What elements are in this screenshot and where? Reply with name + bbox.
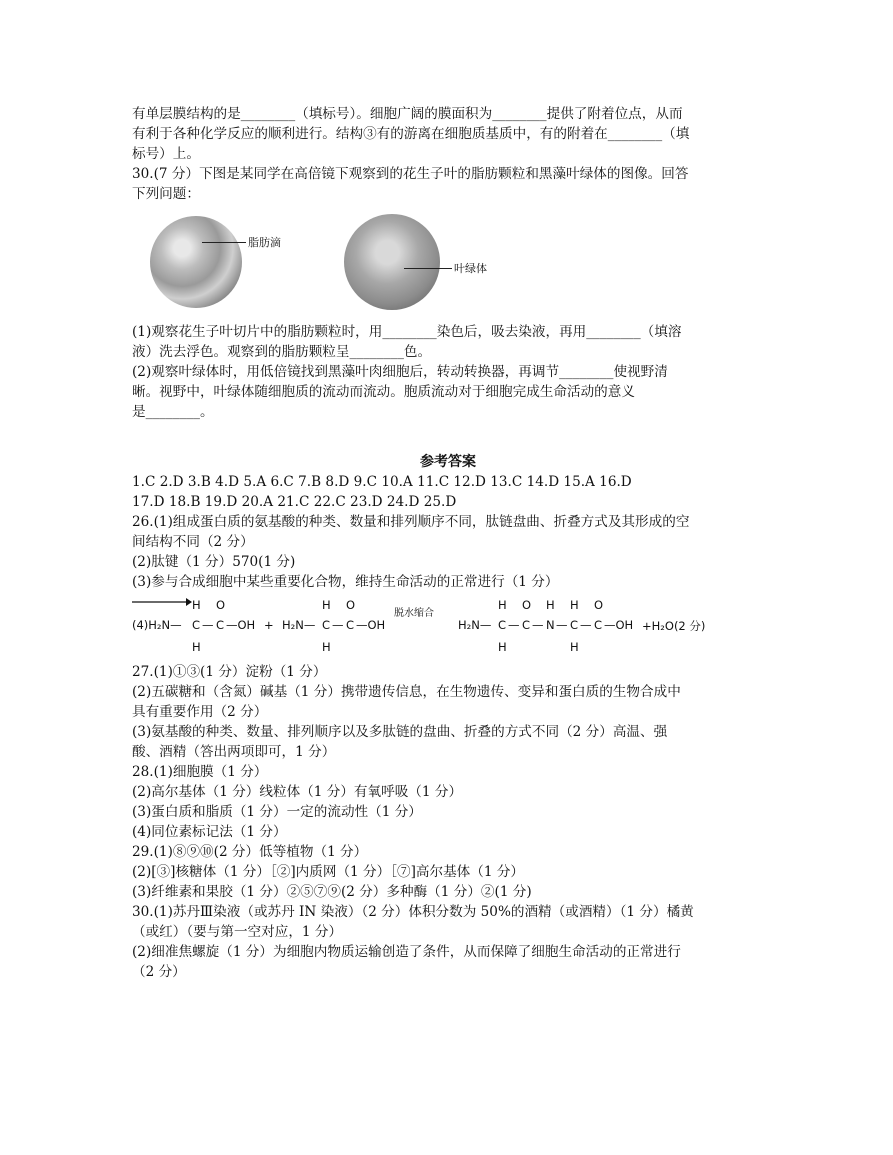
answer-line: 1.C 2.D 3.B 4.D 5.A 6.C 7.B 8.D 9.C 10.A 11.C 12.D 13.C 14.D 15.A 16.D bbox=[132, 474, 632, 490]
formula-oh: —OH bbox=[226, 618, 256, 632]
formula-c: C bbox=[216, 618, 225, 632]
formula-h-bottom: H bbox=[498, 640, 507, 654]
fat-leader-line bbox=[202, 242, 246, 243]
formula-plus: + bbox=[264, 618, 274, 632]
formula-c: C bbox=[522, 618, 531, 632]
formula-c: C bbox=[594, 618, 603, 632]
answer-line: (2)肽键（1 分）570(1 分) bbox=[132, 554, 296, 570]
formula-c: C bbox=[322, 618, 331, 632]
formula-c: C bbox=[192, 618, 201, 632]
text-line: 液）洗去浮色。观察到的脂肪颗粒呈________色。 bbox=[132, 344, 432, 360]
answers-block-2 bbox=[132, 662, 764, 982]
answer-line: 26.(1)组成蛋白质的氨基酸的种类、数量和排列顺序不同，肽链盘曲、折叠方式及其形成的空 bbox=[132, 514, 690, 530]
fat-droplet-label: 脂肪滴 bbox=[248, 236, 281, 249]
answer-line: 17.D 18.B 19.D 20.A 21.C 22.C 23.D 24.D 25.D bbox=[132, 494, 457, 510]
answer-line: (2)[③]核糖体（1 分）［②]内质网（1 分）［⑦]高尔基体（1 分） bbox=[132, 864, 525, 880]
answer-line: (3)蛋白质和脂质（1 分）一定的流动性（1 分） bbox=[132, 804, 422, 820]
answer-line: (2)五碳糖和（含氮）碱基（1 分）携带遗传信息，在生物遗传、变异和蛋白质的生物合成中 bbox=[132, 684, 681, 700]
text-line: 晰。视野中，叶绿体随细胞质的流动而流动。胞质流动对于细胞完成生命活动的意义 bbox=[132, 384, 635, 400]
formula-h-top: H bbox=[498, 598, 507, 612]
answer-line: 28.(1)细胞膜（1 分） bbox=[132, 764, 268, 780]
answer-line: 酸、酒精（答出两项即可，1 分） bbox=[132, 744, 336, 760]
answer-line: (4)同位素标记法（1 分） bbox=[132, 824, 287, 840]
reaction-arrow-icon bbox=[132, 597, 192, 607]
formula-o: O bbox=[594, 598, 604, 612]
dehydration-condensation-formula: (4)H₂N— H C H — O C —OH + H₂N— H C H — O C —OH 脱水缩合 H₂N— H C H — O C — H N — H C H — O C —OH +H₂O(2 分) bbox=[132, 598, 706, 654]
formula-o: O bbox=[216, 598, 226, 612]
text-line: 标号）上。 bbox=[132, 146, 200, 162]
formula-n: N bbox=[546, 618, 555, 632]
formula-prefix: (4)H₂N— bbox=[132, 618, 182, 632]
formula-oh: —OH bbox=[604, 618, 634, 632]
answer-line: (2)高尔基体（1 分）线粒体（1 分）有氧呼吸（1 分） bbox=[132, 784, 463, 800]
text-line: 是________。 bbox=[132, 404, 214, 420]
formula-h-top: H bbox=[570, 598, 579, 612]
formula-h2n: H₂N— bbox=[282, 618, 316, 632]
formula-c: C bbox=[346, 618, 355, 632]
formula-c: C bbox=[570, 618, 579, 632]
answer-line: 30.(1)苏丹Ⅲ染液（或苏丹 IN 染液）（2 分）体积分数为 50%的酒精（或酒精）（1 分）橘黄 bbox=[132, 904, 694, 920]
formula-h-top: H bbox=[322, 598, 331, 612]
formula-suffix: +H₂O(2 分) bbox=[642, 619, 706, 633]
formula-h2n: H₂N— bbox=[458, 618, 492, 632]
peanut-fat-micrograph bbox=[150, 216, 242, 308]
answer-line: （或红）（要与第一空对应，1 分） bbox=[132, 924, 343, 940]
formula-h-bottom: H bbox=[570, 640, 579, 654]
answer-line: 29.(1)⑧⑨⑩(2 分）低等植物（1 分） bbox=[132, 844, 368, 860]
question-text-top bbox=[132, 104, 764, 204]
formula-h-bottom: H bbox=[192, 640, 201, 654]
answer-line: (3)纤维素和果胶（1 分）②⑤⑦⑨(2 分）多种酶（1 分）②(1 分) bbox=[132, 884, 532, 900]
answer-line: (3)氨基酸的种类、数量、排列顺序以及多肽链的盘曲、折叠的方式不同（2 分）高温、强 bbox=[132, 724, 668, 740]
answer-line: (2)细准焦螺旋（1 分）为细胞内物质运输创造了条件，从而保障了细胞生命活动的正常进行 bbox=[132, 944, 681, 960]
formula-o: O bbox=[522, 598, 532, 612]
text-line: 下列问题： bbox=[132, 186, 200, 202]
answers-block-1 bbox=[132, 472, 764, 592]
answer-line: 间结构不同（2 分） bbox=[132, 534, 254, 550]
microscope-figures bbox=[132, 212, 764, 318]
chloroplast-micrograph bbox=[344, 214, 440, 310]
formula-c: C bbox=[498, 618, 507, 632]
formula-h-top: H bbox=[546, 598, 555, 612]
answers-title: 参考答案 bbox=[420, 454, 476, 470]
answer-line: （2 分） bbox=[132, 964, 186, 980]
text-line: (1)观察花生子叶切片中的脂肪颗粒时，用________染色后，吸去染液，再用________（填溶 bbox=[132, 324, 682, 340]
question-text-mid bbox=[132, 322, 764, 422]
document-page bbox=[132, 104, 764, 982]
formula-h-top: H bbox=[192, 598, 201, 612]
formula-oh: —OH bbox=[356, 618, 386, 632]
answer-line: (3)参与合成细胞中某些重要化合物，维持生命活动的正常进行（1 分） bbox=[132, 574, 559, 590]
text-line: (2)观察叶绿体时，用低倍镜找到黑藻叶肉细胞后，转动转换器，再调节________使视野清 bbox=[132, 364, 668, 380]
formula-h-bottom: H bbox=[322, 640, 331, 654]
text-line: 有利于各种化学反应的顺利进行。结构③有的游离在细胞质基质中，有的附着在________（填 bbox=[132, 126, 690, 142]
formula-o: O bbox=[346, 598, 356, 612]
chloroplast-leader-line bbox=[404, 268, 452, 269]
chloroplast-label: 叶绿体 bbox=[454, 262, 487, 275]
question-30-stem: 30.(7 分）下图是某同学在高倍镜下观察到的花生子叶的脂肪颗粒和黑藻叶绿体的图像。回答 bbox=[132, 166, 689, 182]
arrow-label: 脱水缩合 bbox=[394, 608, 434, 619]
answer-line: 27.(1)①③(1 分）淀粉（1 分） bbox=[132, 664, 327, 680]
answer-line: 具有重要作用（2 分） bbox=[132, 704, 268, 720]
text-line: 有单层膜结构的是________（填标号）。细胞广阔的膜面积为________提供了附着位点，从而 bbox=[132, 106, 683, 122]
